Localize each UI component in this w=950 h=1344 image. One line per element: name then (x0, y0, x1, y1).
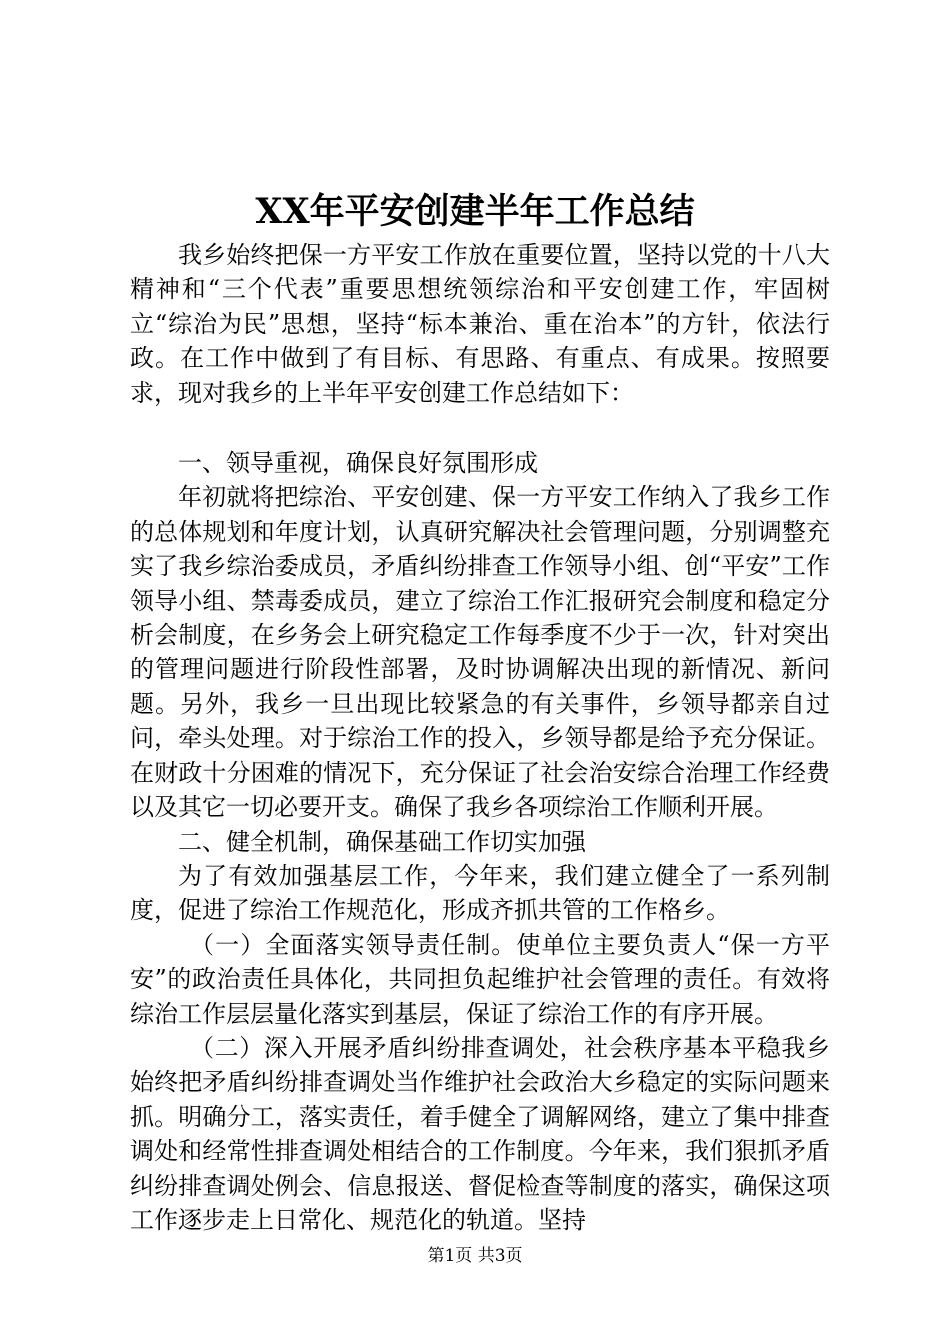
document-body (130, 238, 830, 1237)
section-heading-2: 二、健全机制，确保基础工作切实加强 (178, 827, 586, 856)
paragraph-spacer (130, 410, 830, 446)
section-1-paragraph: 年初就将把综治、平安创建、保一方平安工作纳入了我乡工作的总体规划和年度计划，认真研究解决社会管理问题，分别调整充实了我乡综治委成员，矛盾纠纷排查工作领导小组、创“平安”工作领导小组、禁毒委成员，建立了综治工作汇报研究会制度和稳定分析会制度，在乡务会上研究稳定工作每季度不少于一次，针对突出的管理问题进行阶段性部署，及时协调解决出现的新情况、新问题。另外，我乡一旦出现比较紧急的有关事件，乡领导都亲自过问，牵头处理。对于综治工作的投入，乡领导都是给予充分保证。在财政十分困难的情况下，充分保证了社会治安综合治理工作经费以及其它一切必要开支。确保了我乡各项综治工作顺利开展。 (130, 483, 830, 822)
section-heading-1: 一、领导重视，确保良好氛围形成 (178, 449, 538, 478)
intro-paragraph: 我乡始终把保一方平安工作放在重要位置，坚持以党的十八大精神和“三个代表”重要思想统领综治和平安创建工作，牢固树立“综治为民”思想，坚持“标本兼治、重在治本”的方针，依法行政。在工作中做到了有目标、有思路、有重点、有成果。按照要求，现对我乡的上半年平安创建工作总结如下： (130, 241, 830, 407)
subsection-2-paragraph: （二）深入开展矛盾纠纷排查调处，社会秩序基本平稳我乡始终把矛盾纠纷排查调处当作维护社会政治大乡稳定的实际问题来抓。明确分工，落实责任，着手健全了调解网络，建立了集中排查调处和经常性排查调处相结合的工作制度。今年来，我们狠抓矛盾纠纷排查调处例会、信息报送、督促检查等制度的落实，确保这项工作逐步走上日常化、规范化的轨道。坚持 (130, 1033, 830, 1234)
page-number-footer: 第1页 共3页 (427, 1246, 523, 1266)
document-title: XX年平安创建半年工作总结 (255, 191, 695, 232)
subsection-1-paragraph: （一）全面落实领导责任制。使单位主要负责人“保一方平安”的政治责任具体化，共同担负起维护社会管理的责任。有效将综治工作层层量化落实到基层，保证了综治工作的有序开展。 (130, 930, 830, 1028)
section-2-paragraph: 为了有效加强基层工作，今年来，我们建立健全了一系列制度，促进了综治工作规范化，形成齐抓共管的工作格乡。 (130, 861, 830, 925)
